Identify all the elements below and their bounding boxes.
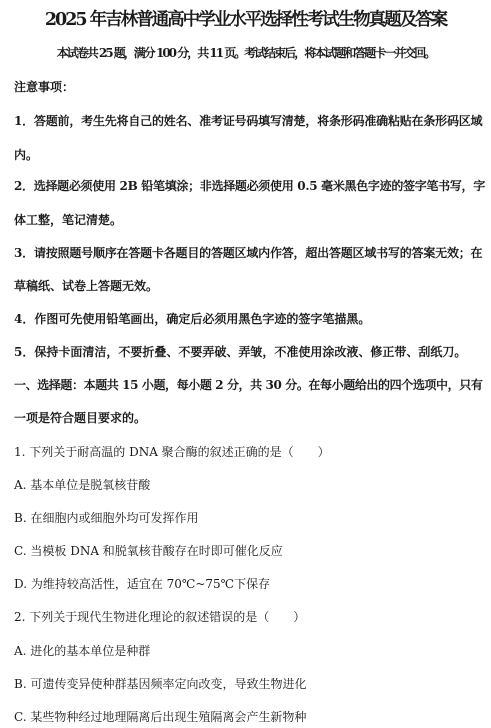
- question-1-option-c: C. 当模板 DNA 和脱氧核苷酸存在时即可催化反应: [14, 544, 283, 558]
- notice-item-1-line-2: 内。: [14, 148, 39, 162]
- question-2-stem: 2. 下列关于现代生物进化理论的叙述错误的是（ ）: [14, 610, 306, 624]
- notice-heading: 注意事项：: [14, 80, 75, 94]
- section-heading-line-1: 一、选择题：本题共 15 小题，每小题 2 分，共 30 分。在每小题给出的四个选项中，只有: [14, 378, 483, 392]
- notice-item-1-line-1: 1．答题前，考生先将自己的姓名、准考证号码填写清楚，将条形码准确粘贴在条形码区域: [14, 114, 483, 128]
- page-title: 2025 年吉林普通高中学业水平选择性考试生物真题及答案: [44, 10, 447, 30]
- exam-intro: 本试卷共 25 题，满分 100 分，共 11 页。考试结束后，将本试题和答题卡一并交回。: [56, 46, 435, 60]
- notice-item-4: 4．作图可先使用铅笔画出，确定后必须用黑色字迹的签字笔描黑。: [14, 312, 371, 326]
- notice-item-2-line-2: 体工整，笔记清楚。: [14, 213, 123, 227]
- notice-item-3-line-1: 3．请按照题号顺序在答题卡各题目的答题区域内作答，超出答题区域书写的答案无效；在: [14, 246, 483, 260]
- question-1-option-a: A. 基本单位是脱氧核苷酸: [14, 478, 151, 492]
- notice-item-3-line-2: 草稿纸、试卷上答题无效。: [14, 279, 159, 293]
- question-2-option-b: B. 可遗传变异使种群基因频率定向改变，导致生物进化: [14, 677, 307, 691]
- question-1-stem: 1. 下列关于耐高温的 DNA 聚合酶的叙述正确的是（ ）: [14, 445, 330, 459]
- question-1-option-d: D. 为维持较高活性，适宜在 70℃~75℃下保存: [14, 577, 271, 591]
- question-2-option-c: C. 某些物种经过地理隔离后出现生殖隔离会产生新物种: [14, 710, 307, 724]
- question-1-option-b: B. 在细胞内或细胞外均可发挥作用: [14, 511, 199, 525]
- notice-item-5: 5．保持卡面清洁，不要折叠、不要弄破、弄皱，不准使用涂改液、修正带、刮纸刀。: [14, 345, 467, 359]
- notice-item-2-line-1: 2．选择题必须使用 2B 铅笔填涂；非选择题必须使用 0.5 毫米黑色字迹的签字笔书写，字: [14, 179, 485, 193]
- section-heading-line-2: 一项是符合题目要求的。: [14, 411, 147, 425]
- question-2-option-a: A. 进化的基本单位是种群: [14, 644, 151, 658]
